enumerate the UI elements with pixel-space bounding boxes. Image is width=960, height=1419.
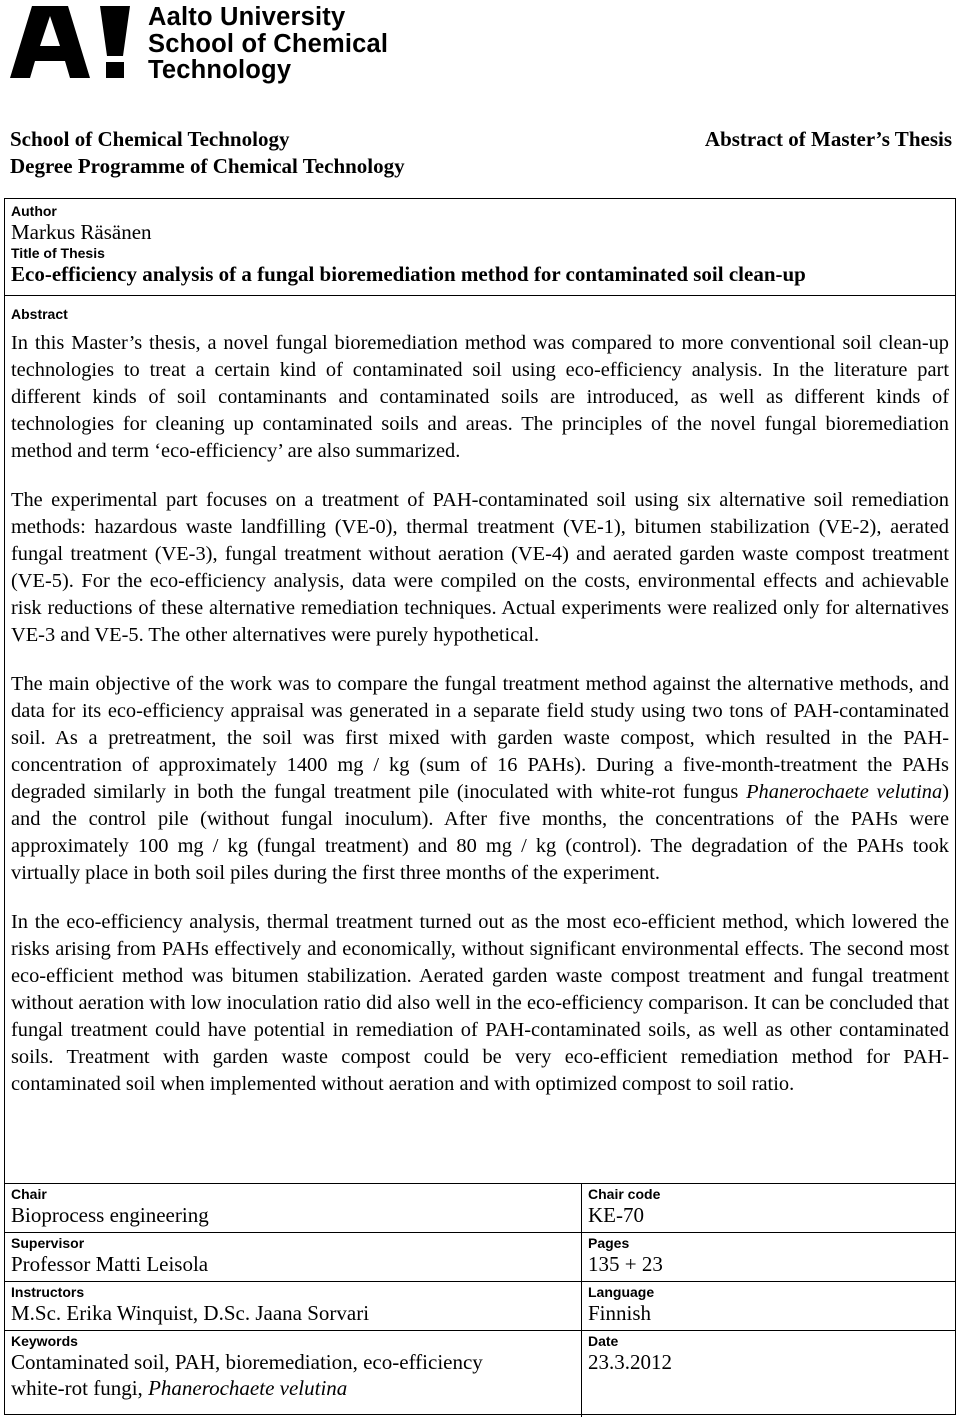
title-label: Title of Thesis — [11, 245, 105, 261]
author-label: Author — [11, 203, 57, 219]
aalto-logo-mark — [10, 6, 134, 78]
chair-label: Chair — [11, 1186, 47, 1202]
abstract-block — [5, 296, 955, 1184]
instructors-value: M.Sc. Erika Winquist, D.Sc. Jaana Sorvari — [11, 1301, 370, 1325]
abstract-paragraph-4: In the eco-efficiency analysis, thermal treatment turned out as the most eco-efficient method, which lowered the risks arising from PAHs effectively and economically, without significant environmental effects. The second most eco-efficient method was bitumen stabilization. Aerated garden waste compost treatment and fungal treatment without aeration with low inoculation ratio did also well in the eco-efficiency comparison. It can be concluded that fungal treatment could have potential in remediation of PAH-contaminated soils, as well as other contaminated soils. Treatment with garden waste compost could be very eco-efficient remediation method for PAH-contaminated soil when implemented without aeration and with optimized compost to soil ratio. — [11, 911, 949, 1095]
logo-wordmark — [148, 4, 388, 84]
abstract-label: Abstract — [11, 306, 68, 322]
chair-code-cell — [582, 1184, 955, 1232]
supervisor-value: Professor Matti Leisola — [11, 1252, 209, 1276]
header-left — [10, 126, 405, 180]
meta-row-chair — [5, 1184, 955, 1233]
author-value: Markus Räsänen — [11, 220, 152, 244]
keywords-line-1: Contaminated soil, PAH, bioremediation, eco-efficiency — [11, 1350, 483, 1374]
document-type: Abstract of Master’s Thesis — [704, 127, 952, 151]
pages-cell — [582, 1233, 955, 1281]
programme-name: Degree Programme of Chemical Technology — [10, 154, 405, 178]
logo-line-2: School of Chemical — [148, 29, 389, 58]
aalto-logo — [10, 3, 389, 84]
pages-label: Pages — [588, 1235, 630, 1251]
supervisor-label: Supervisor — [11, 1235, 85, 1251]
metadata-grid — [5, 1184, 955, 1414]
date-label: Date — [588, 1333, 619, 1349]
abstract-paragraph-2: The experimental part focuses on a treatment of PAH-contaminated soil using six alternative soil remediation methods: hazardous waste landfilling (VE-0), thermal treatment (VE-1), bitumen stabilization (VE-2), aerated fungal treatment (VE-3), fungal treatment without aeration (VE-4) and aerated garden waste compost treatment (VE-5). For the eco-efficiency analysis, data were compiled on the costs, environmental effects and achievable risk reductions of these alternative remediation techniques. Actual experiments were realized only for alternatives VE-3 and VE-5. The other alternatives were purely hypothetical. — [11, 489, 949, 646]
school-name: School of Chemical Technology — [10, 127, 290, 151]
title-value: Eco-efficiency analysis of a fungal bioremediation method for contaminated soil clean-up — [11, 262, 806, 286]
pages-value: 135 + 23 — [588, 1252, 663, 1276]
keywords-species: Phanerochaete velutina — [148, 1376, 348, 1400]
author-title-block — [5, 199, 955, 296]
chair-value: Bioprocess engineering — [11, 1203, 209, 1227]
meta-row-instructors — [5, 1282, 955, 1331]
abstract-paragraph-3b: ) and the control pile (without fungal inoculum). After five months, the concentrations of the PAHs were approximately 100 mg / kg (fungal treatment) and 80 mg / kg (control). The degradation of the PAHs took virtually place in both soil piles during the first three months of the experiment. — [11, 781, 949, 884]
chair-code-label: Chair code — [588, 1186, 661, 1202]
keywords-cell — [5, 1331, 582, 1417]
instructors-cell — [5, 1282, 582, 1330]
language-cell — [582, 1282, 955, 1330]
keywords-line-2a: white-rot fungi, — [11, 1376, 149, 1400]
species-name: Phanerochaete velutina — [746, 781, 943, 803]
meta-row-supervisor — [5, 1233, 955, 1282]
abstract-paragraph-3 — [11, 671, 949, 887]
date-value: 23.3.2012 — [588, 1350, 672, 1374]
date-cell — [582, 1331, 955, 1417]
abstract-paragraph-1: In this Master’s thesis, a novel fungal bioremediation method was compared to more conventional soil clean-up technologies to treat a certain kind of contaminated soil using eco-efficiency analysis. In the literature part different kinds of soil contaminants and contaminated soils are introduced, as well as different kinds of technologies for cleaning up contaminated soils and areas. The principles of the novel fungal bioremediation method and term ‘eco-efficiency’ are also summarized. — [11, 332, 949, 462]
abstract-paragraph-3a: The main objective of the work was to compare the fungal treatment method against the alternative methods, and data for its eco-efficiency appraisal was generated in a separate field study using two tons of PAH-contaminated soil. As a pretreatment, the soil was first mixed with garden waste compost, which resulted in the PAH-concentration of approximately 1400 mg / kg (sum of 16 PAHs). During a five-month-treatment the PAHs degraded similarly in both the fungal treatment pile (inoculated with white-rot fungus — [11, 673, 949, 803]
keywords-label: Keywords — [11, 1333, 78, 1349]
language-value: Finnish — [588, 1301, 652, 1325]
supervisor-cell — [5, 1233, 582, 1281]
instructors-label: Instructors — [11, 1284, 85, 1300]
abstract-form — [4, 198, 956, 1415]
chair-code-value: KE-70 — [588, 1203, 644, 1227]
chair-cell — [5, 1184, 582, 1232]
logo-line-1: Aalto University — [148, 3, 346, 31]
logo-line-3: Technology — [148, 56, 292, 84]
language-label: Language — [588, 1284, 655, 1300]
keywords-line-2 — [11, 1375, 575, 1401]
meta-row-keywords — [5, 1331, 955, 1417]
